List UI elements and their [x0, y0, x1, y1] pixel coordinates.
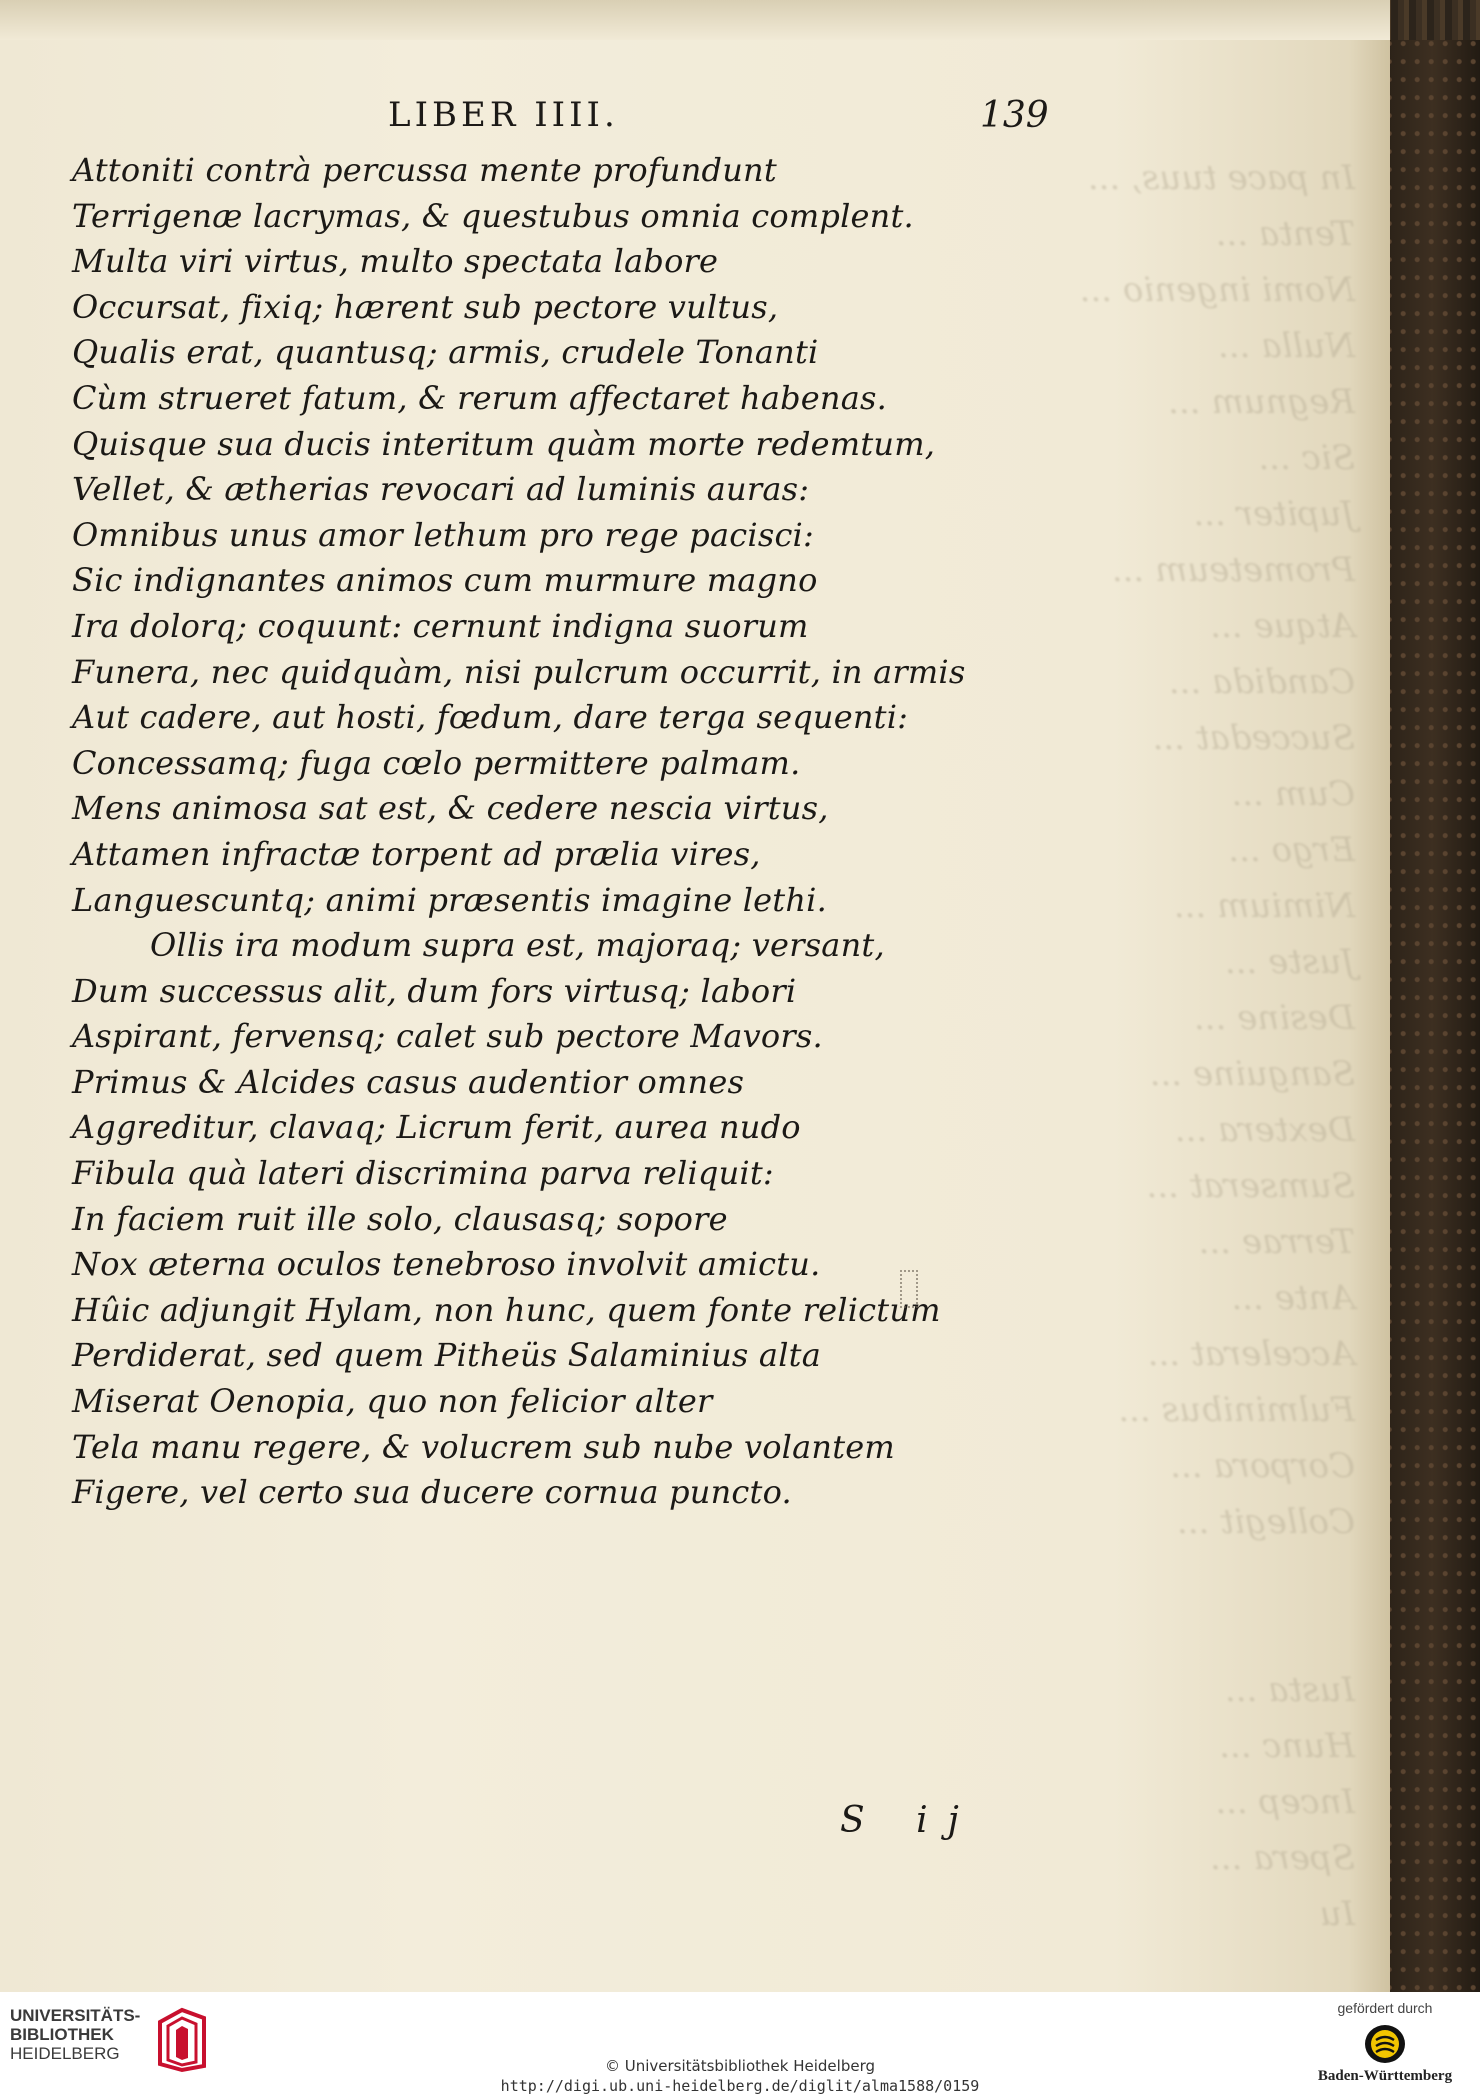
verse-line: Multa viri virtus, multo spectata labore: [72, 242, 719, 281]
funder-block[interactable]: [1300, 2000, 1470, 2096]
verse-line: Dum successus alit, dum fors virtusq; labori: [72, 971, 797, 1010]
verse-line: Hûic adjungit Hylam, non hunc, quem fonte relictum: [72, 1290, 941, 1329]
verse-line: Cùm strueret fatum, & rerum affectaret habenas.: [72, 378, 888, 417]
verse-line: Figere, vel certo sua ducere cornua puncto.: [72, 1473, 792, 1512]
verse-line: Ira dolorq; coquunt: cernunt indigna suorum: [72, 606, 809, 645]
verse-line: Aut cadere, aut hosti, fœdum, dare terga sequenti:: [72, 698, 909, 737]
verse-line: Quisque sua ducis interitum quàm morte redemtum,: [72, 424, 936, 463]
verse-line: Funera, nec quidquàm, nisi pulcrum occurrit, in armis: [72, 652, 966, 691]
verse-line: Aspirant, fervensq; calet sub pectore Mavors.: [72, 1017, 823, 1056]
library-logo-text: [10, 2006, 140, 2063]
logo-line: HEIDELBERG: [10, 2044, 120, 2063]
verse-line: Aggreditur, clavaq; Licrum ferit, aurea nudo: [72, 1108, 801, 1147]
verse-line: Mens animosa sat est, & cedere nescia virtus,: [72, 789, 829, 828]
verse-line: In faciem ruit ille solo, clausasq; sopore: [72, 1199, 728, 1238]
page-header: [0, 95, 1390, 145]
verse-line: Tela manu regere, & volucrem sub nube volantem: [72, 1427, 895, 1466]
verse-line: Ollis ira modum supra est, majoraq; versant,: [150, 926, 885, 965]
verse-line: Concessamq; fuga cœlo permittere palmam.: [72, 743, 801, 782]
verse-line: Attamen infractæ torpent ad prælia vires,: [72, 834, 761, 873]
running-head: LIBER IIII.: [388, 95, 619, 135]
page-top-shadow: [0, 0, 1390, 40]
logo-line: UNIVERSITÄTS-: [10, 2006, 141, 2025]
printer-signature: S ij: [840, 1800, 979, 1841]
verse-line: Occursat, fixiq; hærent sub pectore vultus,: [72, 287, 779, 326]
verse-line: Sic indignantes animos cum murmure magno: [72, 561, 818, 600]
copyright-notice: © Universitätsbibliothek Heidelberg: [604, 2057, 875, 2075]
book-cover-board: [1385, 40, 1480, 1992]
permalink[interactable]: http://digi.ub.uni-heidelberg.de/diglit/alma1588/0159: [500, 2077, 980, 2095]
verse-line: Terrigenæ lacrymas, & questubus omnia complent.: [72, 196, 914, 235]
verse-line: Languescuntq; animi præsentis imagine lethi.: [72, 880, 827, 919]
verse-line: Vellet, & ætherias revocari ad luminis auras:: [72, 470, 810, 509]
funder-name: Baden-Württemberg: [1317, 2068, 1453, 2084]
verse-line: Primus & Alcides casus audentior omnes: [72, 1062, 745, 1101]
logo-line: BIBLIOTHEK: [10, 2025, 114, 2044]
pencil-mark: [900, 1270, 918, 1308]
funder-label: gefördert durch: [1337, 2000, 1433, 2016]
verse-block: [72, 148, 972, 1516]
coat-of-arms-icon: [1364, 2024, 1406, 2064]
verse-line: Attoniti contrà percussa mente profundunt: [72, 151, 777, 189]
verse-line: Qualis erat, quantusq; armis, crudele Tonanti: [72, 333, 819, 372]
verse-line: Nox æterna oculos tenebroso involvit amictu.: [72, 1245, 821, 1284]
verse-line: Fibula quà lateri discrimina parva reliquit:: [72, 1154, 774, 1193]
verse-line: Miserat Oenopia, quo non felicior alter: [72, 1382, 713, 1421]
show-through-text: In pace tuus, ... Tenta ... Nomi ingenio ... Nulla ... Regnum ... Sic ... Jupiter ... Prometeum ... Atque ... Candida ... Succedat ... Cum ... Ergo ... Nimium ... Juste ... Desine ... Sanguine ... Dextera ... Sumserat ... Terrae ... Ante ... Accelerat ... Fulminibus ... Corpora ... Collegit ... Iusta ... Hunc ... Incep ... Spera ... Iu: [1079, 158, 1355, 1934]
verse-line: Omnibus unus amor lethum pro rege pacisci:: [72, 515, 814, 554]
page-number: 139: [980, 95, 1049, 136]
verse-line: Perdiderat, sed quem Pitheüs Salaminius alta: [72, 1336, 821, 1375]
